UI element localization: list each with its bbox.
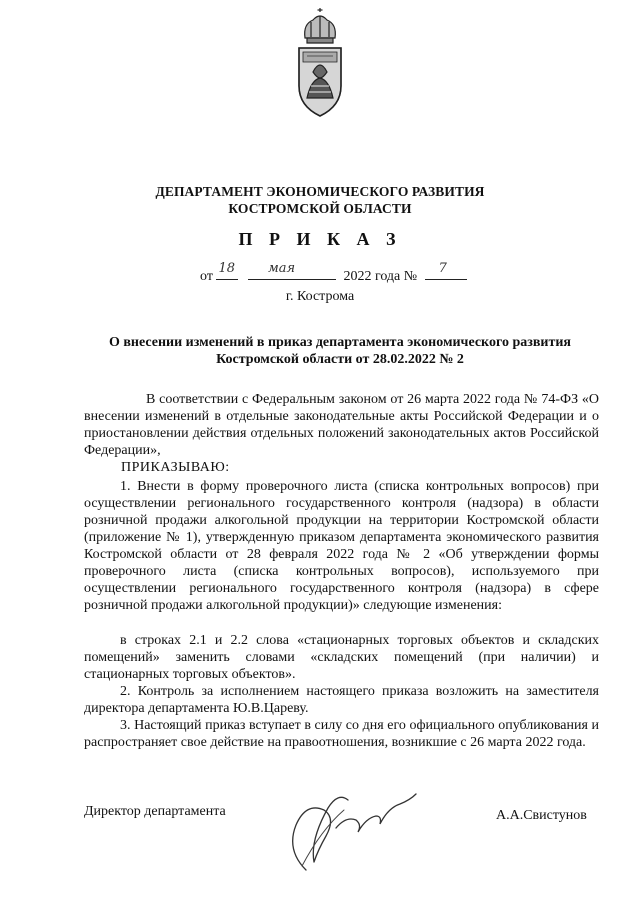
order-keyword: ПРИКАЗЫВАЮ: — [121, 460, 230, 475]
date-month-blank — [248, 261, 336, 280]
order-subject: О внесении изменений в приказ департамента экономического развития Костромской области от 28.02.2022 № 2 — [108, 335, 572, 367]
signer-position: Директор департамента — [84, 804, 226, 819]
preamble-paragraph — [84, 391, 599, 459]
preamble-text: В соответствии с Федеральным законом от 26 марта 2022 года № 74-ФЗ «О внесении изменений в отдельные законодательные акты Российской Федерации и о приостановлении действия отдельных положений законодательных актов Российской Федерации», — [84, 392, 599, 458]
date-year-text: 2022 года № — [343, 269, 418, 284]
date-day-handwritten: 18 — [218, 261, 235, 276]
item-2-paragraph: 2. Контроль за исполнением настоящего приказа возложить на заместителя директора департамента Ю.В.Цареву. — [84, 684, 599, 716]
order-number-blank — [425, 261, 467, 280]
order-dateline — [200, 261, 467, 285]
department-name-line1: ДЕПАРТАМЕНТ ЭКОНОМИЧЕСКОГО РАЗВИТИЯ — [155, 184, 485, 199]
order-number-handwritten: 7 — [438, 261, 447, 276]
date-prefix: от — [200, 269, 213, 284]
item-1-detail-paragraph: в строках 2.1 и 2.2 слова «стационарных торговых объектов и складских помещений» заменить словами «складских помещений (при наличии) и стационарных торговых объектов». — [84, 633, 599, 682]
signer-name: А.А.Свистунов — [496, 808, 587, 823]
date-month-handwritten: мая — [267, 261, 296, 276]
date-day-blank — [216, 261, 238, 280]
item-3-paragraph: 3. Настоящий приказ вступает в силу со дня его официального опубликования и распространяет свое действие на правоотношения, возникшие с 26 марта 2022 года. — [84, 718, 599, 750]
department-name-line2: КОСТРОМСКОЙ ОБЛАСТИ — [228, 201, 412, 216]
item-1-paragraph: 1. Внести в форму проверочного листа (списка контрольных вопросов) при осуществлении регионального государственного контроля (надзора) в области розничной продажи алкогольной продукции на территории Костромской области (приложение № 1), утвержденную приказом департамента экономического развития Костромской области от 28 февраля 2022 года № 2 «Об утверждении формы проверочного листа (списка контрольных вопросов), используемого при осуществлении регионального государственного контроля (надзора) в сфере розничной продажи алкогольной продукции)» следующие изменения: — [84, 479, 599, 613]
document-type-title: П Р И К А З — [238, 229, 402, 249]
city-name: г. Кострома — [285, 289, 355, 304]
coat-of-arms-emblem — [289, 8, 351, 123]
handwritten-signature — [266, 770, 431, 880]
